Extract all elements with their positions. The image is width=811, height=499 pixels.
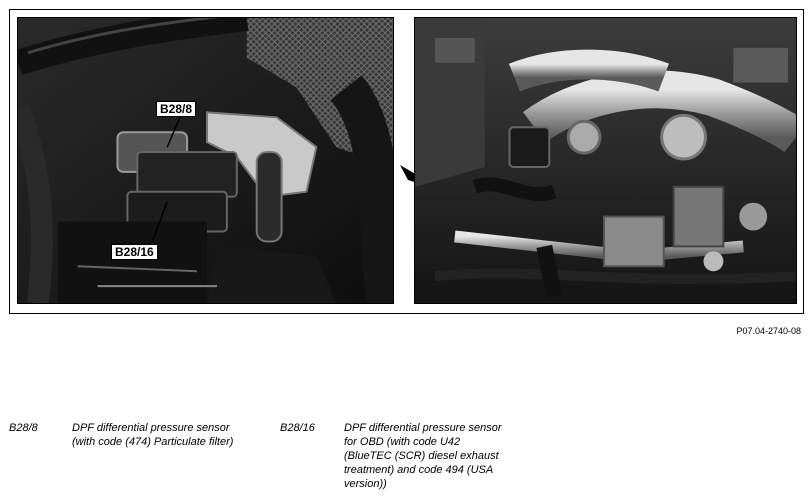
engine-closeup-illustration (18, 18, 393, 303)
legend-description-line: (with code (474) Particulate filter) (72, 436, 234, 448)
engine-overview-photo (414, 17, 797, 304)
legend-description-line: DPF differential pressure sensor (344, 422, 502, 434)
figure-reference: P07.04-2740-08 (736, 326, 801, 336)
legend-description-line: DPF differential pressure sensor (72, 422, 230, 434)
legend-description (344, 421, 502, 491)
legend-code: B28/16 (280, 422, 315, 434)
engine-overview-illustration (415, 18, 796, 303)
callout-b28-16: B28/16 (111, 244, 158, 260)
legend-description-line: version)) (344, 478, 387, 490)
legend-description (72, 421, 233, 449)
legend-description-line: treatment) and code 494 (USA (344, 464, 494, 476)
figure-frame (9, 9, 804, 314)
legend-code: B28/8 (9, 422, 38, 434)
callout-b28-8: B28/8 (156, 101, 196, 117)
engine-closeup-photo (17, 17, 394, 304)
legend-description-line: for OBD (with code U42 (344, 436, 461, 448)
legend-description-line: (BlueTEC (SCR) diesel exhaust (344, 450, 499, 462)
